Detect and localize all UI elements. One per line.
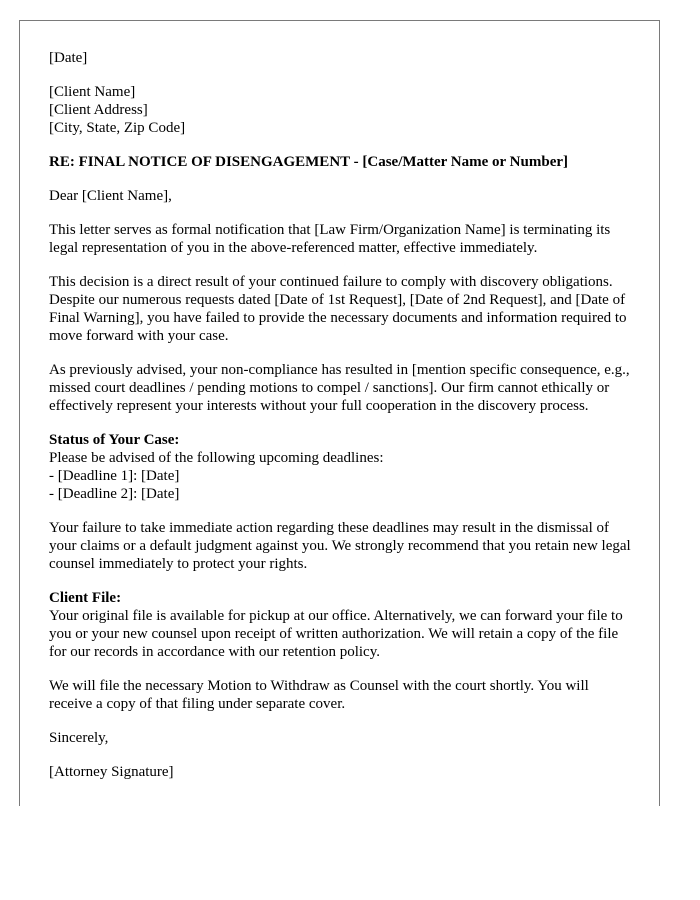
recipient-block	[49, 83, 633, 137]
recipient-name: [Client Name]	[49, 84, 136, 100]
closing: Sincerely,	[49, 730, 109, 746]
deadline-item: - [Deadline 2]: [Date]	[49, 486, 180, 502]
status-intro: Please be advised of the following upcoming deadlines:	[49, 450, 384, 466]
subject-line: RE: FINAL NOTICE OF DISENGAGEMENT - [Case/Matter Name or Number]	[49, 154, 569, 170]
salutation: Dear [Client Name],	[49, 188, 172, 204]
client-file-text: Your original file is available for pickup at our office. Alternatively, we can forward your file to you or your new counsel upon receipt of written authorization. We will retain a copy of the file for our records in accordance with our retention policy.	[49, 608, 623, 660]
recipient-city-state-zip: [City, State, Zip Code]	[49, 120, 186, 136]
paragraph-warning: Your failure to take immediate action regarding these deadlines may result in the dismissal of your claims or a default judgment against you. We strongly recommend that you retain new legal counsel immediately to protect your rights.	[49, 520, 631, 572]
letter-date: [Date]	[49, 50, 88, 66]
letter-page	[19, 20, 660, 806]
letter-body	[49, 49, 633, 797]
client-file-section	[49, 589, 633, 661]
status-section	[49, 431, 633, 503]
signature: [Attorney Signature]	[49, 764, 174, 780]
client-file-heading: Client File:	[49, 590, 122, 606]
paragraph-discovery-failure: This decision is a direct result of your continued failure to comply with discovery obligations. Despite our numerous requests dated [Date of 1st Request], [Date of 2nd Request], and [Date of Final Warning], you have failed to provide the necessary documents and information required to move forward with your case.	[49, 274, 627, 344]
status-heading: Status of Your Case:	[49, 432, 180, 448]
recipient-address: [Client Address]	[49, 102, 148, 118]
paragraph-notification: This letter serves as formal notification that [Law Firm/Organization Name] is terminating its legal representation of you in the above-referenced matter, effective immediately.	[49, 222, 611, 256]
paragraph-consequences: As previously advised, your non-compliance has resulted in [mention specific consequence, e.g., missed court deadlines / pending motions to compel / sanctions]. Our firm cannot ethically or effectively represent your interests without your full cooperation in the discovery process.	[49, 362, 630, 414]
paragraph-motion-to-withdraw: We will file the necessary Motion to Withdraw as Counsel with the court shortly. You will receive a copy of that filing under separate cover.	[49, 678, 589, 712]
deadline-item: - [Deadline 1]: [Date]	[49, 468, 180, 484]
